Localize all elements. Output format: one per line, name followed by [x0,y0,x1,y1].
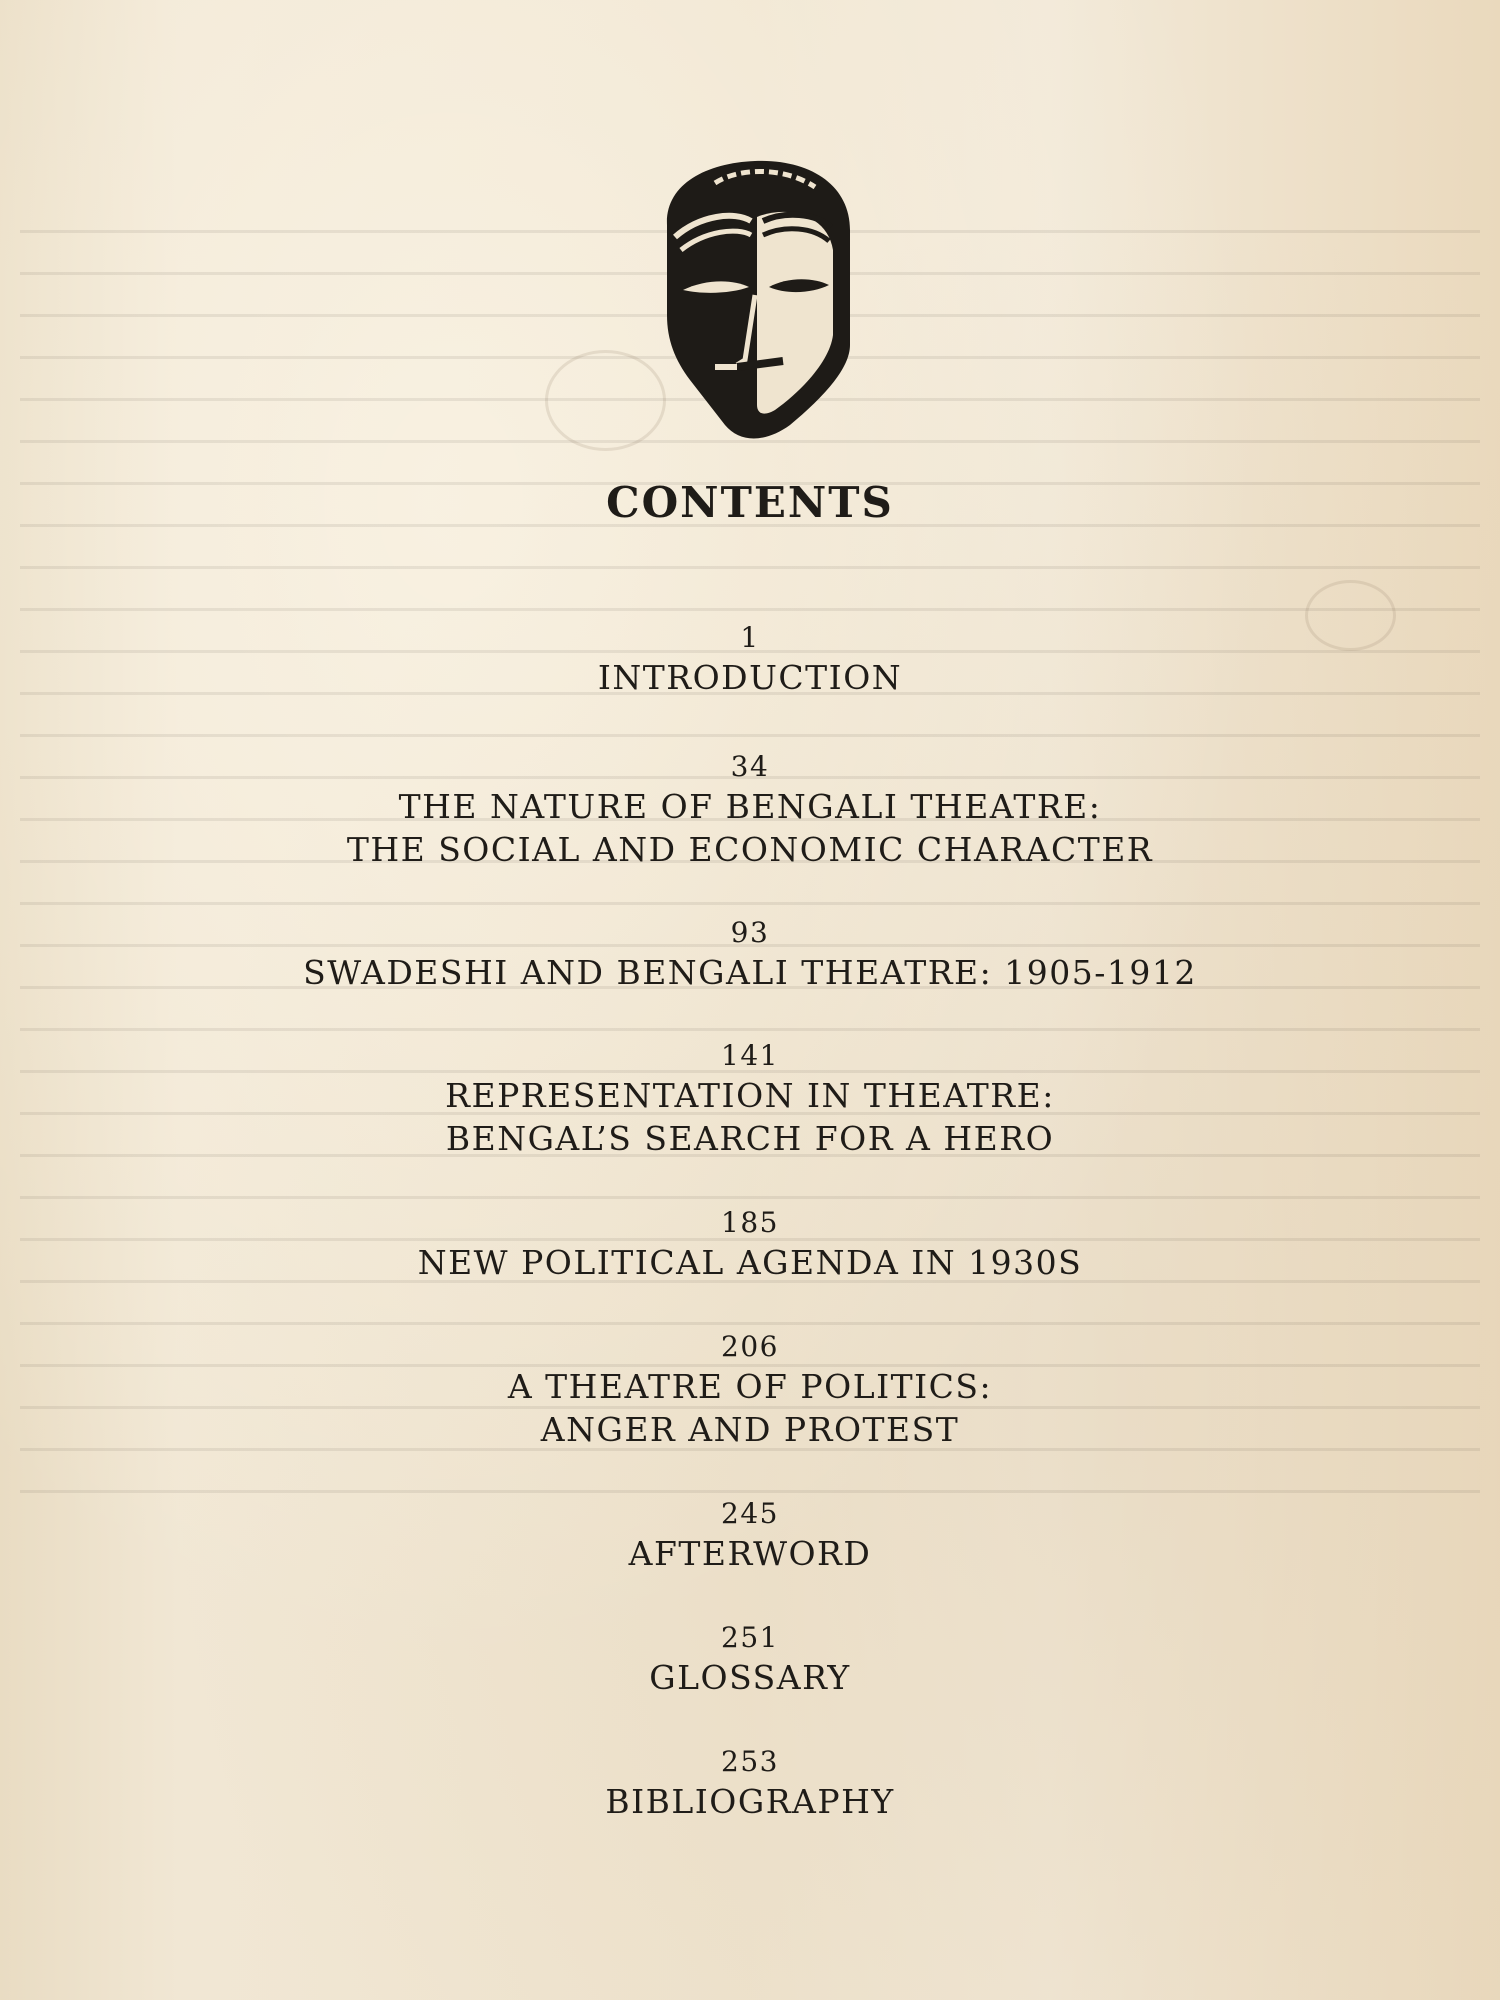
toc-chapter-title: INTRODUCTION [597,658,903,697]
toc-page-number: 34 [730,750,770,783]
toc-entry [0,749,1500,871]
toc-entry [0,1205,1500,1284]
toc-chapter-subtitle: BENGAL’S SEARCH FOR A HERO [445,1119,1055,1158]
toc-page-number: 251 [721,1621,779,1654]
toc-page-number: 93 [730,916,770,949]
toc-chapter-subtitle: THE SOCIAL AND ECONOMIC CHARACTER [346,830,1154,869]
toc-chapter-title: A THEATRE OF POLITICS: [507,1367,993,1406]
toc-entry [0,1038,1500,1160]
contents-heading: CONTENTS [606,478,894,527]
toc-chapter-title: NEW POLITICAL AGENDA IN 1930S [417,1243,1083,1282]
toc-entry [0,620,1500,699]
toc-chapter-title: REPRESENTATION IN THEATRE: [445,1076,1055,1115]
table-of-contents [0,620,1500,1823]
toc-chapter-title: AFTERWORD [628,1534,872,1573]
toc-page-number: 206 [721,1330,779,1363]
toc-page-number: 245 [721,1497,779,1530]
toc-chapter-title: THE NATURE OF BENGALI THEATRE: [398,787,1102,826]
mask-icon [645,155,860,445]
toc-entry [0,1620,1500,1699]
toc-entry [0,1329,1500,1451]
toc-page-number: 141 [721,1039,779,1072]
toc-entry [0,915,1500,994]
toc-chapter-title: BIBLIOGRAPHY [605,1782,895,1821]
toc-page-number: 1 [740,621,760,654]
toc-entry [0,1744,1500,1823]
toc-chapter-title: GLOSSARY [649,1658,851,1697]
toc-chapter-title: SWADESHI AND BENGALI THEATRE: 1905-1912 [303,953,1197,992]
toc-page-number: 185 [721,1206,779,1239]
toc-page-number: 253 [721,1745,779,1778]
toc-entry [0,1496,1500,1575]
toc-chapter-subtitle: ANGER AND PROTEST [540,1410,960,1449]
